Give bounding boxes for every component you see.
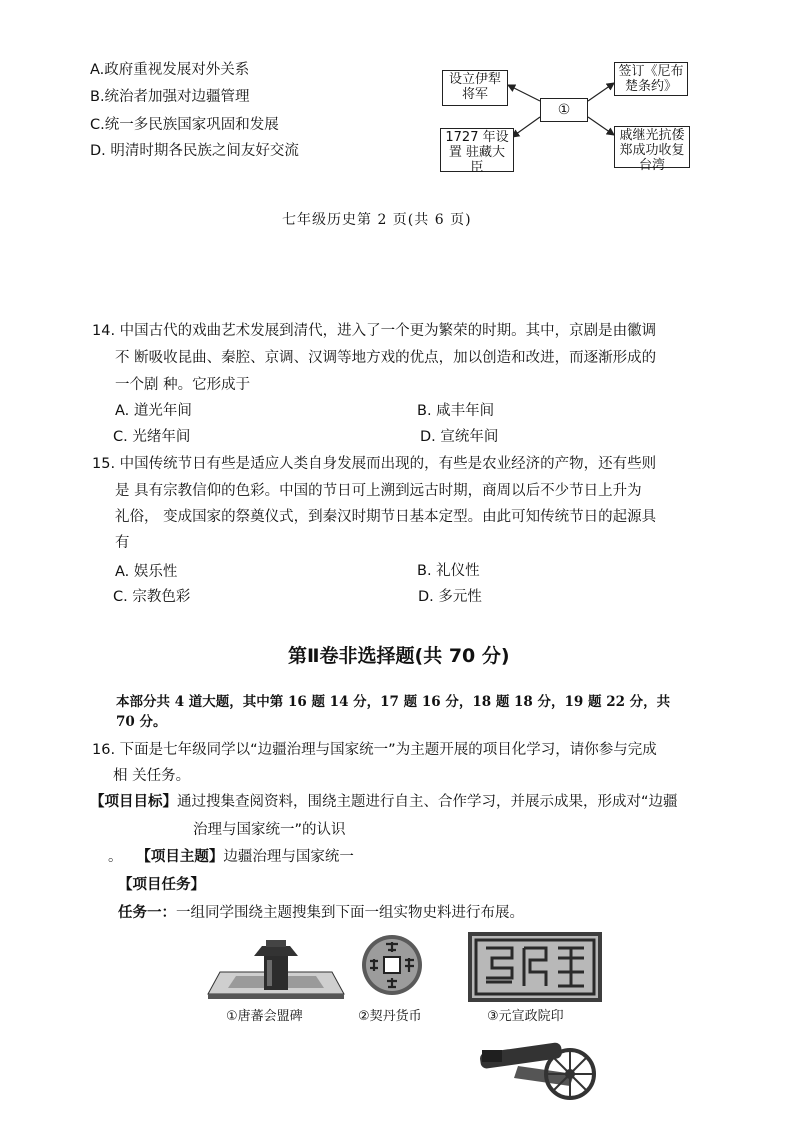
q16-goal-label: 【项目目标】: [90, 794, 177, 810]
diagram-box-center: ①: [540, 98, 588, 122]
page-footer: 七年级历史第 2 页(共 6 页): [282, 212, 472, 228]
diagram-box-right-bottom: 戚继光抗倭郑成功收复台湾: [614, 126, 690, 168]
q14-line3: 一个剧 种。它形成于: [115, 377, 251, 393]
diagram-box-left-bottom: 1727 年设置 驻藏大臣: [440, 128, 514, 172]
q16-goal: [90, 792, 678, 812]
section-2-desc-line2: 70 分。: [116, 714, 167, 730]
q16-theme-text: 边疆治理与国家统一: [223, 849, 354, 865]
q16-task1: [118, 903, 524, 923]
q15-option-a: A. 娱乐性: [115, 564, 178, 580]
yuan-xuanzheng-seal-image: [468, 932, 602, 1002]
q16-task-label: 【项目任务】: [118, 877, 205, 893]
q15-line2: 是 具有宗教信仰的色彩。中国的节日可上溯到远古时期，商周以后不少节日上升为: [115, 483, 642, 499]
q16-theme: [108, 847, 354, 867]
tubo-alliance-stele-image: [204, 936, 348, 1000]
caption-yuan-seal: ③元宣政院印: [487, 1009, 564, 1024]
section-2-desc-line1: 本部分共 4 道大题，其中第 16 题 14 分，17 题 16 分，18 题 18 分，19 题 22 分，共: [116, 694, 671, 710]
option-b: B.统治者加强对边疆管理: [90, 89, 250, 105]
section-2-title: 第Ⅱ卷非选择题(共 70 分): [288, 645, 510, 667]
option-c: C.统一多民族国家巩固和发展: [90, 117, 279, 133]
q15-line1: 15. 中国传统节日有些是适应人类自身发展而出现的，有些是农业经济的产物，还有些则: [92, 456, 657, 472]
caption-khitan-coin: ②契丹货币: [358, 1009, 422, 1024]
diagram-box-left-top: 设立伊犁将军: [442, 70, 508, 106]
caption-tubo-stele: ①唐蕃会盟碑: [226, 1009, 303, 1024]
q15-option-c: C. 宗教色彩: [113, 589, 191, 605]
q16-goal-text-2: 治理与国家统一”的认识: [193, 822, 346, 838]
q14-option-d: D. 宣统年间: [420, 429, 499, 445]
diagram-box-right-top: 签订《尼布 楚条约》: [614, 62, 688, 96]
cannon-image: [478, 1030, 600, 1100]
q16-dot: 。: [108, 849, 123, 865]
q16-task1-label: 任务一：: [118, 905, 176, 921]
q15-option-b: B. 礼仪性: [417, 563, 480, 579]
option-a: A.政府重视发展对外关系: [90, 62, 250, 78]
q15-line4: 有: [115, 535, 130, 551]
option-d: D. 明清时期各民族之间友好交流: [90, 143, 299, 159]
q15-line3: 礼俗， 变成国家的祭奠仪式，到秦汉时期节日基本定型。由此可知传统节日的起源具: [115, 509, 657, 525]
q15-option-d: D. 多元性: [418, 589, 482, 605]
q16-theme-label: 【项目主题】: [136, 849, 224, 865]
khitan-coin-image: [360, 932, 424, 998]
q14-line2: 不 断吸收昆曲、秦腔、京调、汉调等地方戏的优点，加以创造和改进，而逐渐形成的: [115, 350, 657, 366]
q14-option-a: A. 道光年间: [115, 403, 192, 419]
q14-line1: 14. 中国古代的戏曲艺术发展到清代，进入了一个更为繁荣的时期。其中，京剧是由徽调: [92, 323, 657, 339]
q14-option-b: B. 咸丰年间: [417, 403, 495, 419]
q16-line2: 相 关任务。: [113, 768, 191, 784]
q16-goal-text: 通过搜集查阅资料，围绕主题进行自主、合作学习，并展示成果，形成对“边疆: [177, 794, 678, 810]
q16-line1: 16. 下面是七年级同学以“边疆治理与国家统一”为主题开展的项目化学习，请你参与完成: [92, 742, 657, 758]
q14-option-c: C. 光绪年间: [113, 429, 191, 445]
q16-task1-text: 一组同学围绕主题搜集到下面一组实物史料进行布展。: [176, 905, 524, 921]
